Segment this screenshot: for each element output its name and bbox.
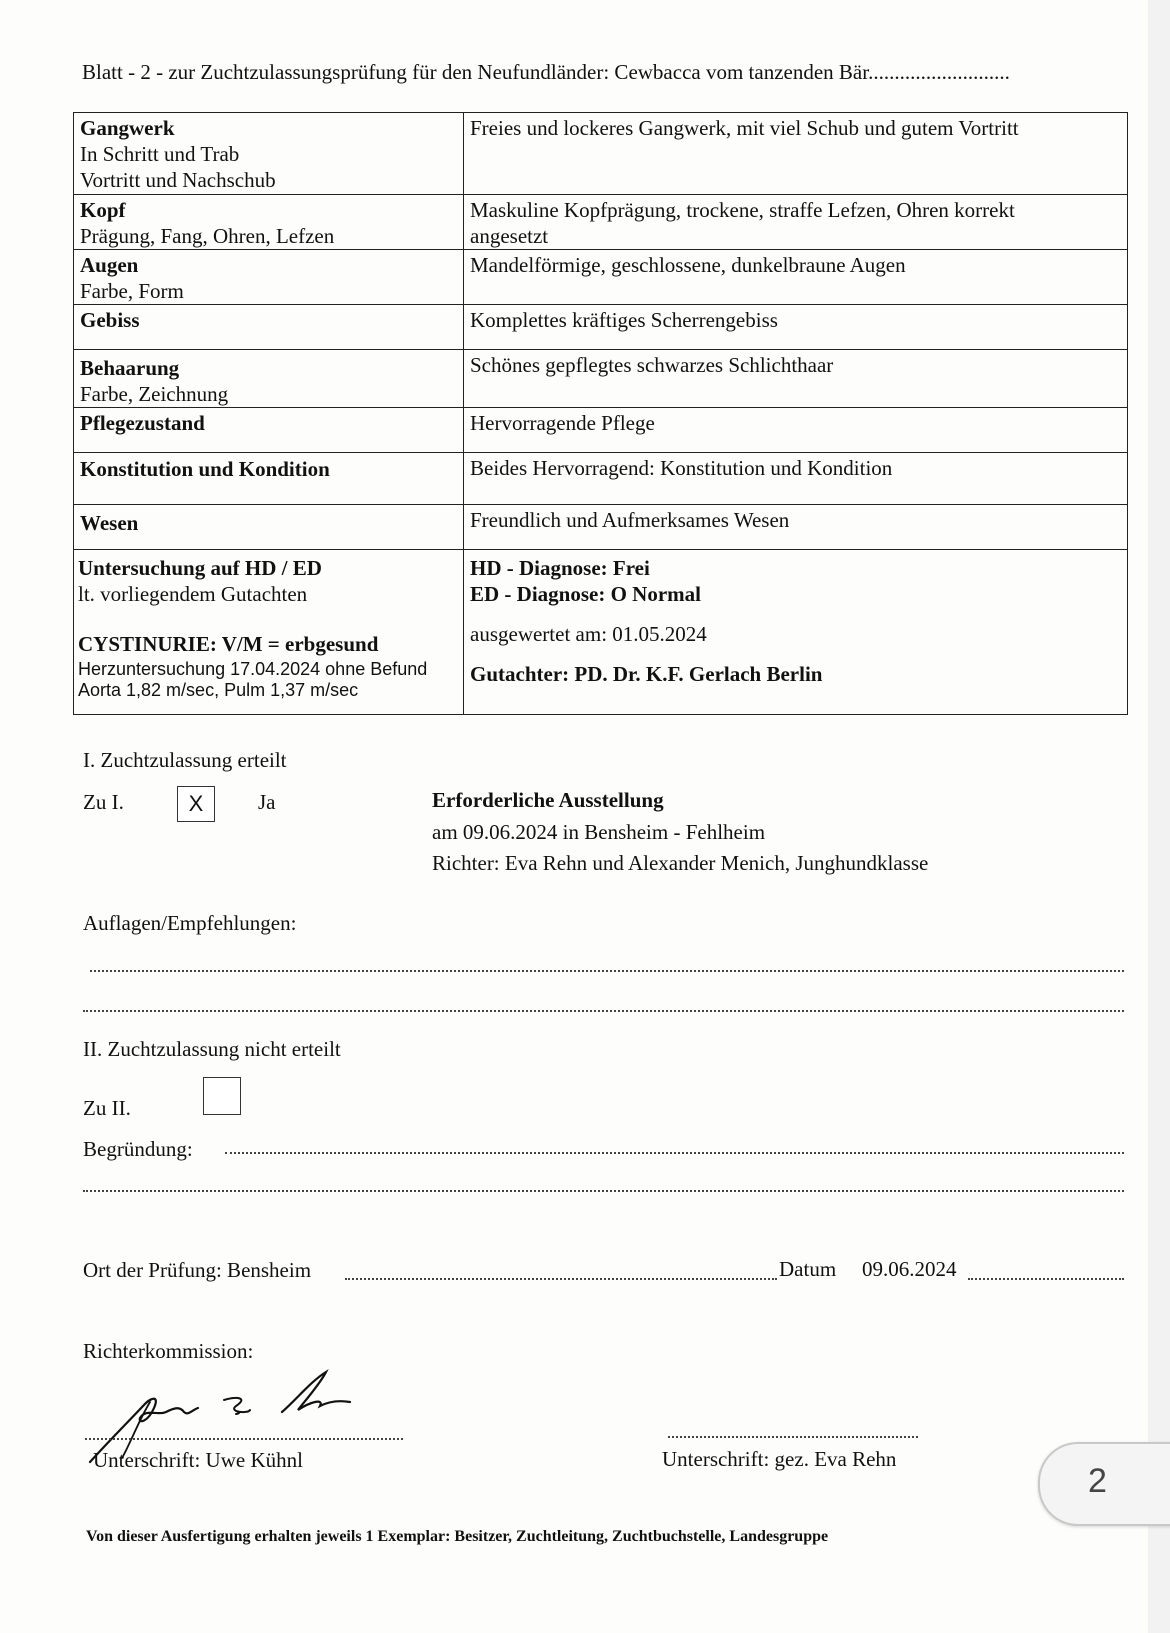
signature-label-1: Unterschrift: Uwe Kühnl [93, 1448, 303, 1472]
criterion-cell [74, 305, 464, 350]
exhibition-title: Erforderliche Ausstellung [432, 788, 664, 812]
assessment-cell [464, 453, 1128, 505]
criterion-title: Augen [80, 253, 139, 277]
heart-exam: Herzuntersuchung 17.04.2024 ohne Befund [78, 659, 428, 679]
ed-diagnosis: ED - Diagnose: O Normal [470, 582, 701, 606]
criterion-cell [74, 505, 464, 550]
reason-line [83, 1190, 1124, 1192]
table-row [74, 195, 1128, 250]
criterion-sub: Prägung, Fang, Ohren, Lefzen [80, 224, 335, 248]
table-row [74, 505, 1128, 550]
assessment-cell [464, 408, 1128, 453]
assessment-cell [464, 305, 1128, 350]
table-row [74, 350, 1128, 408]
criterion-cell [74, 113, 464, 195]
criterion-cell [74, 195, 464, 250]
assessment-cell [464, 550, 1128, 715]
table-row [74, 250, 1128, 305]
assessment-text: Hervorragende Pflege [470, 411, 655, 435]
date-value: 09.06.2024 [862, 1257, 957, 1281]
table-row [74, 550, 1128, 715]
criterion-sub: Farbe, Form [80, 279, 184, 303]
section2-title: II. Zuchtzulassung nicht erteilt [83, 1037, 341, 1061]
header-text: Blatt - 2 - zur Zuchtzulassungsprüfung für den Neufundländer: Cewbacca vom tanzenden Bär [82, 60, 869, 84]
section1-title: I. Zuchtzulassung erteilt [83, 748, 287, 772]
assessment-text: Beides Hervorragend: Konstitution und Kondition [470, 456, 893, 480]
location-line [345, 1278, 777, 1280]
approval-checkbox[interactable]: X [177, 786, 215, 822]
cystinurie-result: CYSTINURIE: V/M = erbgesund [78, 632, 379, 656]
assessment-text: Maskuline Kopfprägung, trockene, straffe Lefzen, Ohren korrekt [470, 198, 1015, 222]
criterion-title: Pflegezustand [80, 411, 205, 435]
criterion-title: Konstitution und Kondition [80, 457, 330, 481]
criterion-cell [74, 350, 464, 408]
table-row [74, 453, 1128, 505]
assessment-text: Mandelförmige, geschlossene, dunkelbraune Augen [470, 253, 906, 277]
recommendations-line [90, 970, 1124, 972]
signature-line-1 [85, 1438, 403, 1440]
criterion-cell [74, 408, 464, 453]
section1-zu-label: Zu I. [83, 790, 124, 814]
criterion-title: Wesen [80, 511, 139, 535]
exhibition-judges: Richter: Eva Rehn und Alexander Menich, Junghundklasse [432, 851, 929, 875]
examiner: Gutachter: PD. Dr. K.F. Gerlach Berlin [470, 662, 823, 686]
assessment-text: angesetzt [470, 224, 549, 248]
assessment-text: Schönes gepflegtes schwarzes Schlichthaar [470, 353, 834, 377]
date-label: Datum [779, 1257, 837, 1281]
criterion-title: Kopf [80, 198, 126, 222]
page-number: 2 [1088, 1462, 1107, 1500]
assessment-cell [464, 195, 1128, 250]
criterion-sub: Farbe, Zeichnung [80, 382, 229, 406]
distribution-note: Von dieser Ausfertigung erhalten jeweils 1 Exemplar: Besitzer, Zuchtleitung, Zuchtbuchstelle, Landesgruppe [86, 1528, 829, 1545]
criterion-title: Gebiss [80, 308, 140, 332]
hd-diagnosis: HD - Diagnose: Frei [470, 556, 650, 580]
page-number-tab[interactable] [1038, 1442, 1170, 1526]
criterion-sub: Vortritt und Nachschub [80, 168, 276, 192]
evaluation-table [73, 112, 1128, 715]
judges-committee-label: Richterkommission: [83, 1339, 254, 1363]
table-row [74, 408, 1128, 453]
exhibition-date: am 09.06.2024 in Bensheim - Fehlheim [432, 820, 766, 844]
page-header [82, 60, 1122, 85]
assessment-cell [464, 350, 1128, 408]
section1-ja: Ja [258, 790, 276, 814]
reason-line [225, 1152, 1124, 1154]
section2-zu-label: Zu II. [83, 1096, 131, 1120]
date-line [968, 1278, 1124, 1280]
criterion-title: Gangwerk [80, 116, 175, 140]
assessment-text: Komplettes kräftiges Scherrengebiss [470, 308, 778, 332]
heart-values: Aorta 1,82 m/sec, Pulm 1,37 m/sec [78, 680, 359, 700]
assessment-text: Freundlich und Aufmerksames Wesen [470, 508, 790, 532]
criterion-sub: lt. vorliegendem Gutachten [78, 582, 308, 606]
exam-location: Ort der Prüfung: Bensheim [83, 1258, 312, 1282]
recommendations-line [83, 1010, 1124, 1012]
recommendations-label: Auflagen/Empfehlungen: [83, 911, 297, 935]
criterion-title: Untersuchung auf HD / ED [78, 556, 322, 580]
assessment-cell [464, 250, 1128, 305]
table-row [74, 113, 1128, 195]
criterion-cell [74, 250, 464, 305]
assessment-cell [464, 505, 1128, 550]
reason-label: Begründung: [83, 1137, 193, 1161]
assessment-text: Freies und lockeres Gangwerk, mit viel Schub und gutem Vortritt [470, 116, 1019, 140]
rejection-checkbox[interactable] [203, 1077, 241, 1115]
criterion-sub: In Schritt und Trab [80, 142, 240, 166]
criterion-cell [74, 453, 464, 505]
criterion-title: Behaarung [80, 356, 180, 380]
header-dots: ........................... [868, 60, 1010, 84]
evaluation-date: ausgewertet am: 01.05.2024 [470, 622, 707, 646]
signature-line-2 [668, 1436, 918, 1438]
criterion-cell [74, 550, 464, 715]
table-row [74, 305, 1128, 350]
assessment-cell [464, 113, 1128, 195]
signature-label-2: Unterschrift: gez. Eva Rehn [662, 1447, 897, 1471]
